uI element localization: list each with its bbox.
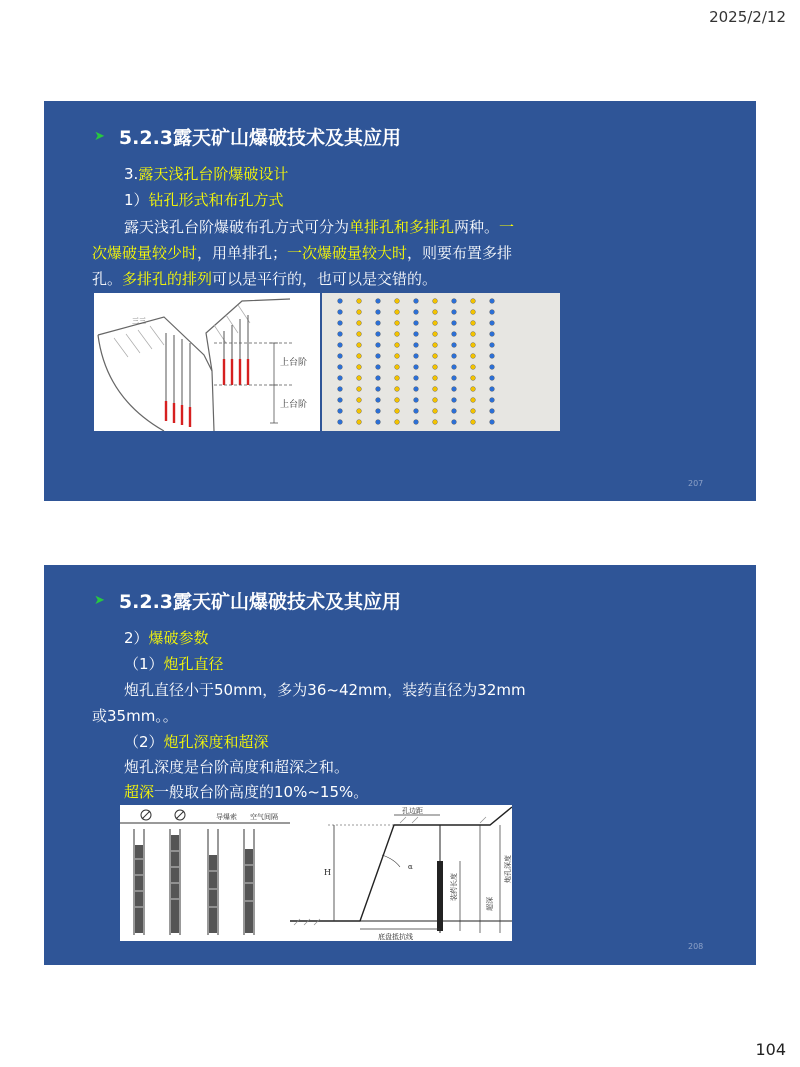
blasthole-dot <box>338 310 343 315</box>
blasthole-dot <box>357 376 362 381</box>
blasthole-dot <box>452 332 457 337</box>
blasthole-dot <box>452 365 457 370</box>
text-run: 两种。 <box>454 218 500 236</box>
text-run: 一般取台阶高度的10%~15%。 <box>154 783 369 801</box>
blasthole-dot <box>452 321 457 326</box>
hole-pattern-grid <box>322 293 560 431</box>
text-run: ，则要布置多排 <box>407 244 513 262</box>
blasthole-dot <box>471 354 476 359</box>
blasthole-dot <box>395 343 400 348</box>
blasthole-dot <box>490 365 495 370</box>
page-number: 104 <box>755 1040 786 1059</box>
blasthole-dot <box>471 376 476 381</box>
top-mark-label: 三三 <box>132 317 146 325</box>
blasthole-dot <box>395 310 400 315</box>
body-line-1: 炮孔直径小于50mm，多为36~42mm，装药直径为32mm <box>124 681 526 699</box>
blasthole-dot <box>471 299 476 304</box>
section-title: 爆破参数 <box>148 629 209 647</box>
blasthole-dot <box>452 376 457 381</box>
text-run: 孔。 <box>92 270 123 288</box>
blasthole-dot <box>376 365 381 370</box>
body-line-1 <box>124 218 514 236</box>
slide-number: 207 <box>688 479 704 488</box>
highlight-run: 一次爆破量较大时 <box>287 244 408 262</box>
slide-title-text: 5.2.3露天矿山爆破技术及其应用 <box>118 591 402 613</box>
blasthole-dot <box>433 332 438 337</box>
blasthole-dot <box>490 376 495 381</box>
blasthole-dot <box>433 365 438 370</box>
blasthole-dot <box>376 420 381 425</box>
blasthole-dot <box>357 420 362 425</box>
blasthole-dot <box>395 321 400 326</box>
blasthole-dot <box>395 354 400 359</box>
blasthole-dot <box>471 398 476 403</box>
hole-pattern-figure <box>322 293 560 431</box>
blasthole-parameter-figure <box>290 805 512 941</box>
highlight-run: 超深 <box>124 783 155 801</box>
blasthole-dot <box>433 420 438 425</box>
blasthole-dot <box>414 420 419 425</box>
blasthole-dot <box>357 321 362 326</box>
detonator-cord-label: 导爆索 <box>216 813 237 821</box>
blasthole-dot <box>357 398 362 403</box>
blasthole-dot <box>338 398 343 403</box>
lower-bench-label: 上台阶 <box>280 400 308 410</box>
blasthole-dot <box>414 376 419 381</box>
highlight-run: 多排孔的排列 <box>122 270 213 288</box>
blasthole-dot <box>452 343 457 348</box>
blasthole-dot <box>414 365 419 370</box>
blasthole-dot <box>338 332 343 337</box>
blasthole-dot <box>490 332 495 337</box>
blasthole-dot <box>376 343 381 348</box>
blasthole-dot <box>471 343 476 348</box>
slide-title <box>94 587 401 614</box>
subsection-heading <box>124 191 284 209</box>
text-run: 露天浅孔台阶爆破布孔方式可分为 <box>124 218 350 236</box>
arrow-bullet-icon: ➤ <box>94 593 105 608</box>
blasthole-dot <box>471 365 476 370</box>
blasthole-dot <box>357 365 362 370</box>
blasthole-dot <box>357 310 362 315</box>
blasthole-dot <box>376 398 381 403</box>
blasthole-dot <box>414 387 419 392</box>
section-heading <box>124 629 209 647</box>
blasthole-dot <box>357 387 362 392</box>
blasthole-dot <box>357 409 362 414</box>
blasthole-dot <box>490 409 495 414</box>
subsection-number: 1） <box>124 191 149 209</box>
blasthole-dot <box>414 409 419 414</box>
blasthole-dot <box>395 332 400 337</box>
body-line-4 <box>124 783 368 801</box>
blasthole-dot <box>433 409 438 414</box>
blasthole-dot <box>452 409 457 414</box>
section-heading <box>124 165 288 183</box>
blasthole-dot <box>338 354 343 359</box>
slide-207 <box>44 101 756 501</box>
highlight-run: 单排孔和多排孔 <box>349 218 455 236</box>
section-title: 露天浅孔台阶爆破设计 <box>138 165 289 183</box>
hole-spacing-label: 孔边距 <box>402 807 423 815</box>
blasthole-dot <box>338 365 343 370</box>
blasthole-dot <box>452 354 457 359</box>
blasthole-dot <box>452 299 457 304</box>
slope-angle-label: α <box>408 863 413 871</box>
highlight-run: 一 <box>499 218 515 236</box>
blasthole-dot <box>376 310 381 315</box>
blasthole-dot <box>414 332 419 337</box>
text-run: ，用单排孔； <box>197 244 288 262</box>
blasthole-dot <box>395 420 400 425</box>
blasthole-dot <box>395 365 400 370</box>
blasthole-dot <box>490 420 495 425</box>
slide-title-text: 5.2.3露天矿山爆破技术及其应用 <box>118 127 402 149</box>
blasthole-dot <box>433 310 438 315</box>
blasthole-dot <box>338 321 343 326</box>
charge-structure-figure <box>120 805 290 941</box>
blasthole-dot <box>490 387 495 392</box>
blasthole-dot <box>376 321 381 326</box>
blasthole-dot <box>490 321 495 326</box>
bench-section-figure <box>94 293 320 431</box>
blasthole-dot <box>414 321 419 326</box>
blasthole-dot <box>395 409 400 414</box>
blasthole-dot <box>452 420 457 425</box>
blasthole-dot <box>471 332 476 337</box>
highlight-run: 次爆破量较少时 <box>92 244 198 262</box>
blasthole-dot <box>395 387 400 392</box>
blasthole-dot <box>490 310 495 315</box>
blasthole-dot <box>338 343 343 348</box>
blasthole-dot <box>338 420 343 425</box>
toe-burden-label: 底盘抵抗线 <box>378 933 413 941</box>
blasthole-dot <box>376 387 381 392</box>
blasthole-dot <box>471 409 476 414</box>
blasthole-dot <box>338 299 343 304</box>
body-line-2 <box>92 244 512 262</box>
bench-height-label: H <box>324 868 331 877</box>
blasthole-dot <box>376 299 381 304</box>
blasthole-dot <box>471 321 476 326</box>
text-run: 可以是平行的，也可以是交错的。 <box>212 270 438 288</box>
blasthole-dot <box>433 387 438 392</box>
param-number: （1） <box>124 655 164 673</box>
blasthole-dot <box>376 332 381 337</box>
slide-number: 208 <box>688 942 704 951</box>
blasthole-dot <box>452 398 457 403</box>
subsection-title: 钻孔形式和布孔方式 <box>148 191 284 209</box>
blasthole-dot <box>338 376 343 381</box>
blasthole-dot <box>414 398 419 403</box>
blasthole-dot <box>357 332 362 337</box>
section-number: 3. <box>124 165 139 183</box>
blasthole-dot <box>395 376 400 381</box>
blasthole-dot <box>414 343 419 348</box>
page-date: 2025/2/12 <box>709 8 786 26</box>
blasthole-dot <box>376 376 381 381</box>
blasthole-dot <box>490 343 495 348</box>
blasthole-dot <box>338 409 343 414</box>
blasthole-dot <box>357 343 362 348</box>
section-number: 2） <box>124 629 149 647</box>
upper-bench-label: 上台阶 <box>280 358 308 368</box>
param-title: 炮孔深度和超深 <box>163 733 269 751</box>
blasthole-dot <box>433 343 438 348</box>
body-line-3 <box>92 270 437 288</box>
air-gap-label: 空气间隔 <box>250 813 278 821</box>
charge-structure-drawing <box>120 805 290 941</box>
overdrill-label: 超深 <box>486 897 494 911</box>
bench-section-drawing <box>94 293 320 431</box>
blasthole-dot <box>490 354 495 359</box>
blasthole-dot <box>376 354 381 359</box>
blasthole-dot <box>433 354 438 359</box>
blasthole-dot <box>433 299 438 304</box>
body-line-3: 炮孔深度是台阶高度和超深之和。 <box>124 758 350 776</box>
blasthole-dot <box>490 398 495 403</box>
blasthole-dot <box>471 387 476 392</box>
blasthole-dot <box>338 387 343 392</box>
blasthole-parameter-drawing <box>290 805 512 941</box>
blasthole-dot <box>357 299 362 304</box>
blasthole-dot <box>471 310 476 315</box>
hole-depth-label: 炮孔深度 <box>504 855 512 883</box>
blasthole-dot <box>395 398 400 403</box>
blasthole-dot <box>433 376 438 381</box>
slide-title <box>94 123 401 150</box>
blasthole-dot <box>490 299 495 304</box>
param-heading-2 <box>124 733 269 751</box>
blasthole-dot <box>471 420 476 425</box>
blasthole-dot <box>414 310 419 315</box>
blasthole-dot <box>414 354 419 359</box>
param-title: 炮孔直径 <box>163 655 224 673</box>
charge-length-label: 装药长度 <box>450 873 458 901</box>
blasthole-dot <box>433 321 438 326</box>
blasthole-dot <box>433 398 438 403</box>
blasthole-dot <box>452 310 457 315</box>
blasthole-dot <box>395 299 400 304</box>
blasthole-dot <box>414 299 419 304</box>
slide-208 <box>44 565 756 965</box>
arrow-bullet-icon: ➤ <box>94 129 105 144</box>
blasthole-dot <box>376 409 381 414</box>
blasthole-dot <box>452 387 457 392</box>
body-line-2: 或35mm。。 <box>92 707 178 725</box>
blasthole-dot <box>357 354 362 359</box>
param-heading-1 <box>124 655 224 673</box>
param-number: （2） <box>124 733 164 751</box>
